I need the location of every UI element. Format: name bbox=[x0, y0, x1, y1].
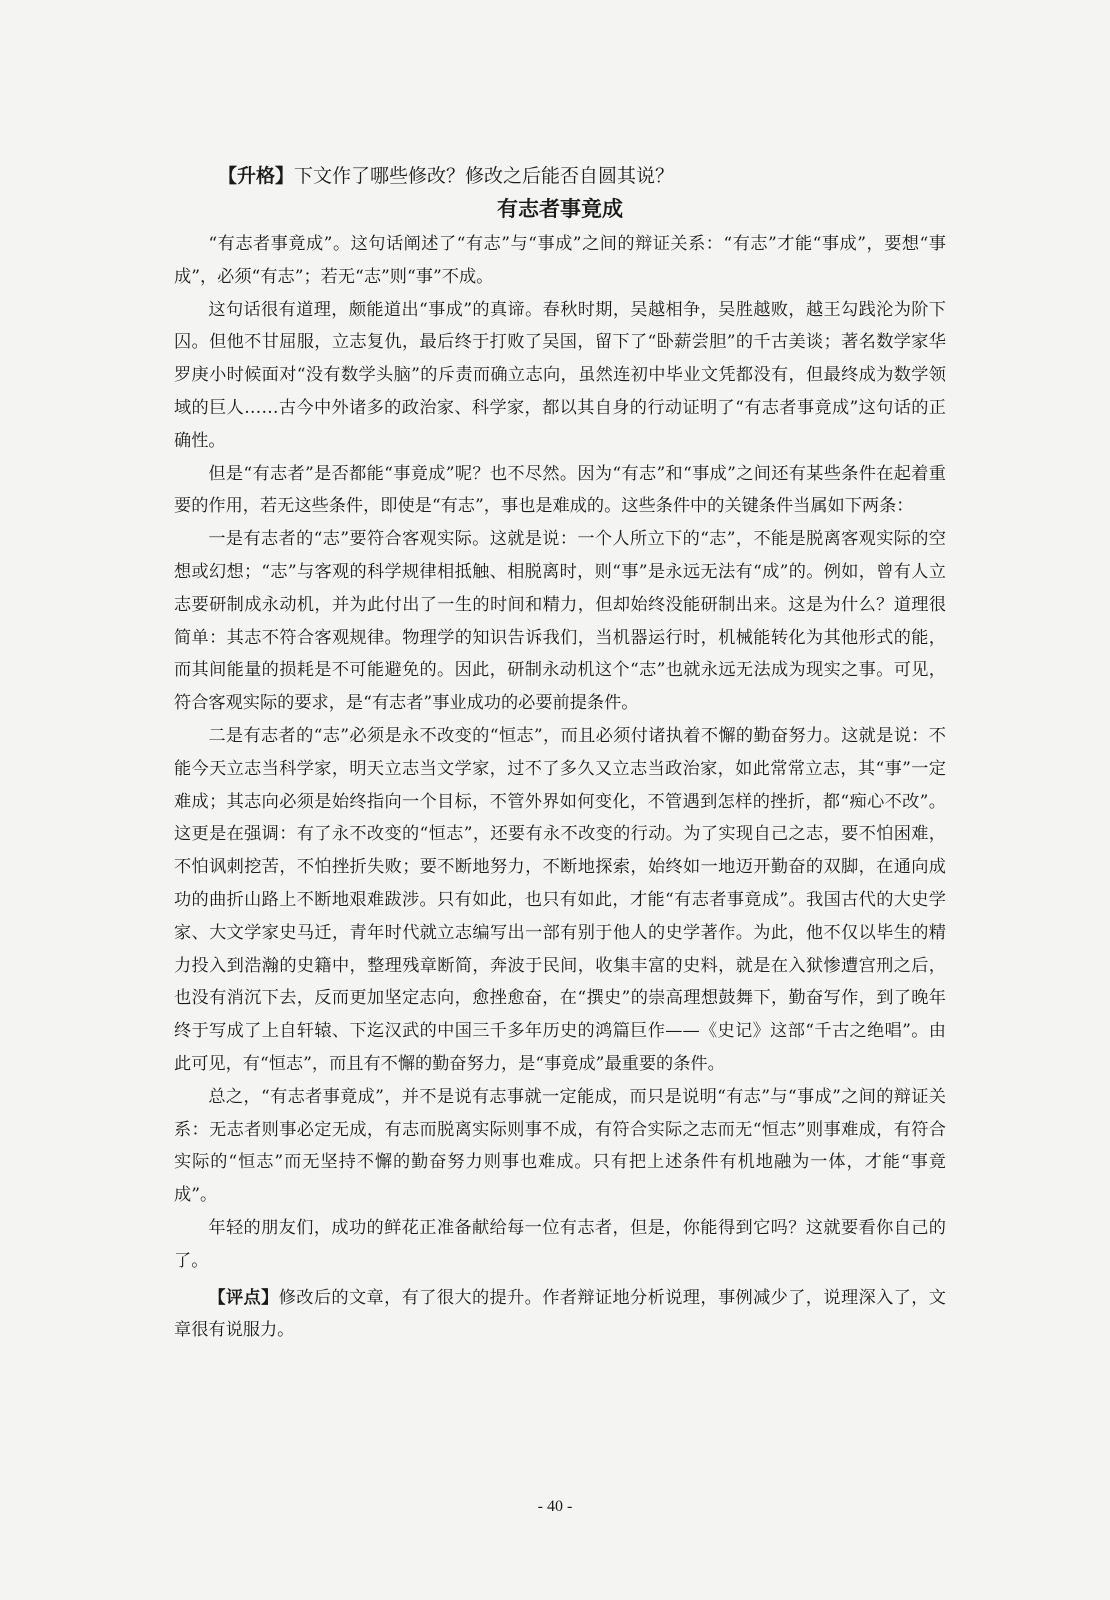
page-number: - 40 - bbox=[537, 1498, 573, 1515]
upgrade-tag: 【升格】 bbox=[218, 165, 295, 187]
upgrade-question: 下文作了哪些修改？修改之后能否自圆其说？ bbox=[294, 165, 675, 187]
article-paragraph-6: 总之，“有志者事竟成”，并不是说有志事就一定能成，而只是说明“有志”与“事成”之间的辩证关系：无志者则事必定无成，有志而脱离实际则事不成，有符合实际之志而无“恒志”则事难成，有符合实际的“恒志”而无坚持不懈的勤奋努力则事也难成。只有把上述条件有机地融为一体，才能“事竟成”。 bbox=[174, 1086, 946, 1206]
article-title: 有志者事竟成 bbox=[497, 197, 623, 221]
comment-tag: 【评点】 bbox=[208, 1287, 279, 1308]
article-paragraph-2: 这句话很有道理，颇能道出“事成”的真谛。春秋时期，吴越相争，吴胜越败，越王勾践沦为阶下囚。但他不甘屈服，立志复仇，最后终于打败了吴国，留下了“卧薪尝胆”的千古美谈；著名数学家华罗庚小时候面对“没有数学头脑”的斥责而确立志向，虽然连初中毕业文凭都没有，但最终成为数学领域的巨人……古今中外诸多的政治家、科学家，都以其自身的行动证明了“有志者事竟成”这句话的正确性。 bbox=[174, 299, 946, 451]
article-paragraph-3: 但是“有志者”是否都能“事竟成”呢？也不尽然。因为“有志”和“事成”之间还有某些条件在起着重要的作用，若无这些条件，即使是“有志”，事也是难成的。这些条件中的关键条件当属如下两条： bbox=[174, 463, 946, 517]
article-paragraph-7: 年轻的朋友们，成功的鲜花正准备献给每一位有志者，但是，你能得到它吗？这就要看你自己的了。 bbox=[174, 1217, 946, 1271]
article-paragraph-4: 一是有志者的“志”要符合客观实际。这就是说：一个人所立下的“志”，不能是脱离客观实际的空想或幻想；“志”与客观的科学规律相抵触、相脱离时，则“事”是永远无法有“成”的。例如，曾有人立志要研制成永动机，并为此付出了一生的时间和精力，但却始终没能研制出来。这是为什么？道理很简单：其志不符合客观规律。物理学的知识告诉我们，当机器运行时，机械能转化为其他形式的能，而其间能量的损耗是不可能避免的。因此，研制永动机这个“志”也就永远无法成为现实之事。可见，符合客观实际的要求，是“有志者”事业成功的必要前提条件。 bbox=[174, 529, 946, 714]
upgrade-prompt bbox=[218, 160, 946, 192]
comment-text: 修改后的文章，有了很大的提升。作者辩证地分析说理，事例减少了，说理深入了，文章很有说服力。 bbox=[174, 1287, 946, 1341]
article-paragraph-1: “有志者事竟成”。这句话阐述了“有志”与“事成”之间的辩证关系：“有志”才能“事成”，要想“事成”，必须“有志”；若无“志”则“事”不成。 bbox=[174, 234, 946, 287]
comment-section bbox=[174, 1282, 946, 1348]
article-paragraph-5: 二是有志者的“志”必须是永不改变的“恒志”，而且必须付诸执着不懈的勤奋努力。这就是说：不能今天立志当科学家，明天立志当文学家，过不了多久又立志当政治家，如此常常立志，其“事”一定难成；其志向必须是始终指向一个目标，不管外界如何变化，不管遇到怎样的挫折，都“痴心不改”。这更是在强调：有了永不改变的“恒志”，还要有永不改变的行动。为了实现自己之志，要不怕困难，不怕讽刺挖苦，不怕挫折失败；要不断地努力，不断地探索，始终如一地迈开勤奋的双脚，在通向成功的曲折山路上不断地艰难跋涉。只有如此，也只有如此，才能“有志者事竟成”。我国古代的大史学家、大文学家史马迁，青年时代就立志编写出一部有别于他人的史学著作。为此，他不仅以毕生的精力投入到浩瀚的史籍中，整理残章断简，奔波于民间，收集丰富的史料，就是在入狱惨遭宫刑之后，也没有消沉下去，反而更加坚定志向，愈挫愈奋，在“撰史”的崇高理想鼓舞下，勤奋写作，到了晚年终于写成了上自轩辕、下迄汉武的中国三千多年历史的鸿篇巨作——《史记》这部“千古之绝唱”。由此可见，有“恒志”，而且有不懈的勤奋努力，是“事竟成”最重要的条件。 bbox=[174, 725, 946, 1074]
page-content bbox=[174, 160, 946, 1347]
